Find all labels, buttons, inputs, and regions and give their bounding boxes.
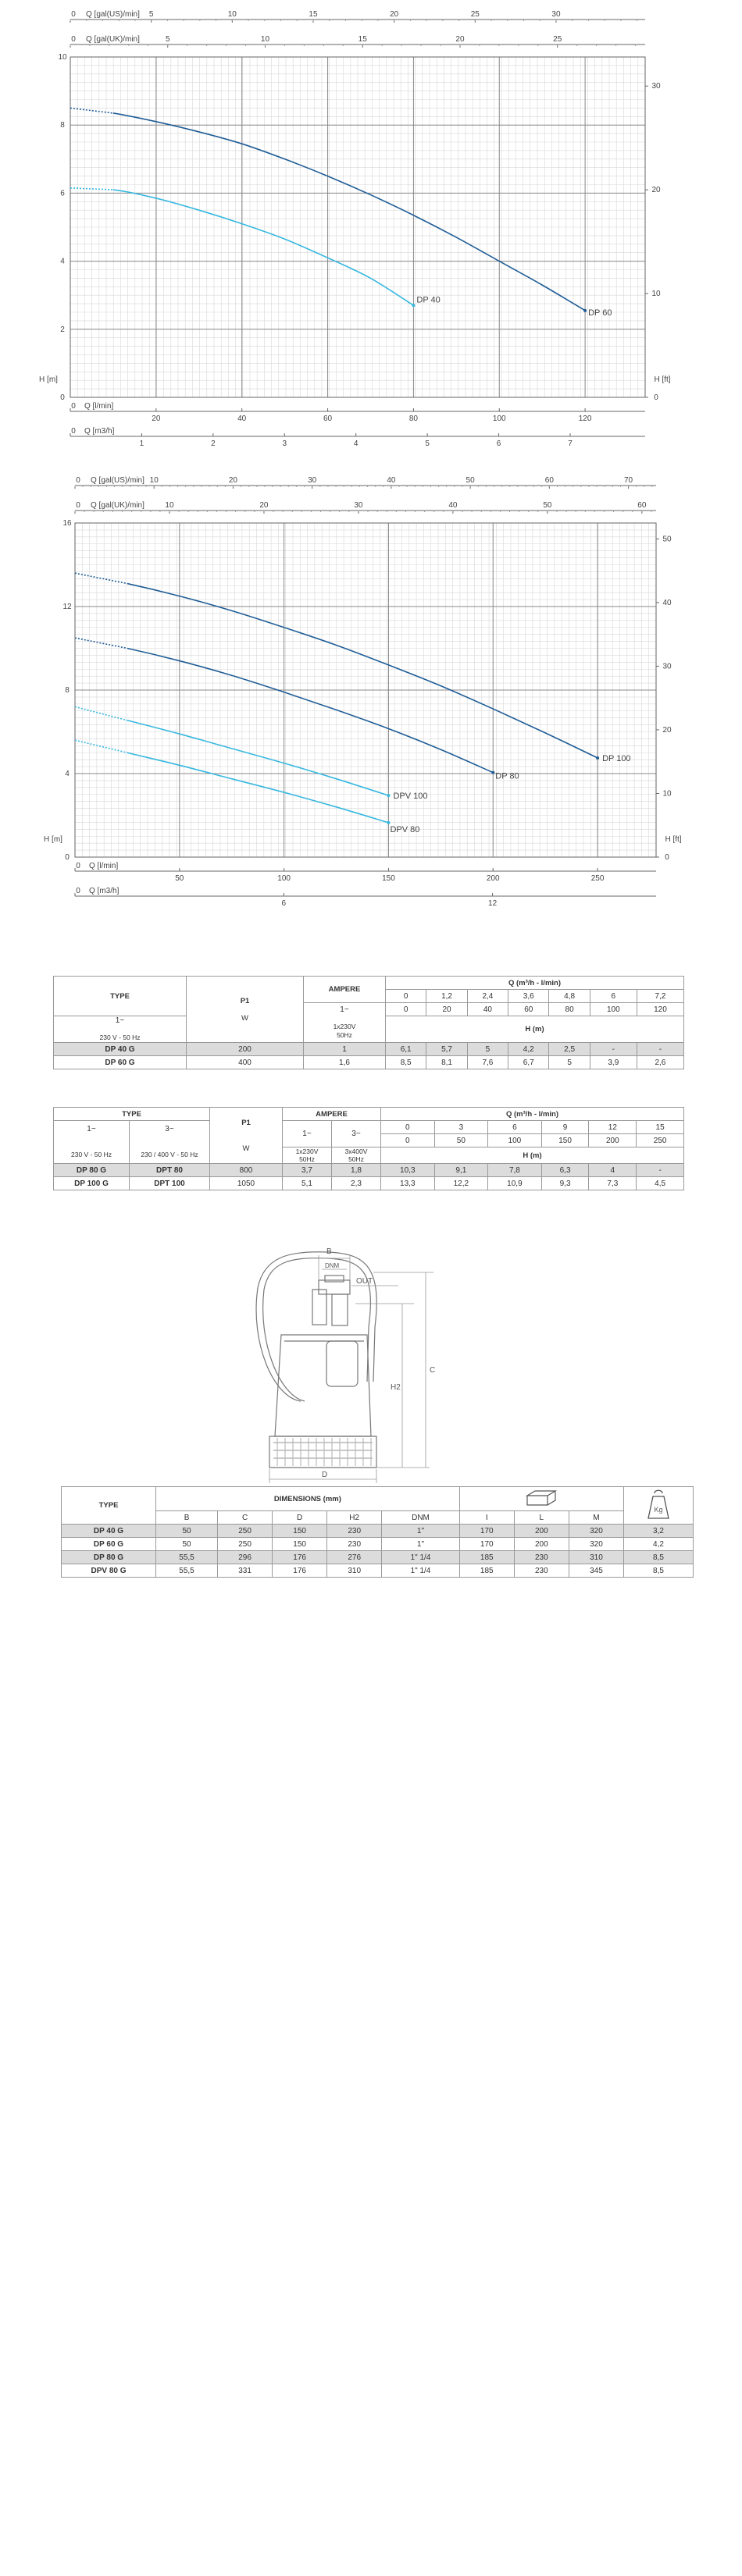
dimension-cell: 55,5 xyxy=(156,1564,218,1578)
float-switch xyxy=(326,1341,358,1386)
series-label: DP 100 xyxy=(602,753,631,763)
top-axis-tick-label: 5 xyxy=(165,35,170,44)
amp-phase: 1~ 1x230V 50Hz xyxy=(304,1003,386,1043)
q-lmin-cell: 60 xyxy=(508,1003,549,1016)
q-lmin-cell: 0 xyxy=(386,1003,426,1016)
y-right-tick-label: 30 xyxy=(662,662,672,671)
y-right-tick-label: 0 xyxy=(665,853,669,862)
type-header: TYPE xyxy=(54,1108,210,1121)
top-axis-tick-label: 30 xyxy=(354,501,363,510)
y-tick-label: 4 xyxy=(65,770,70,778)
q-lmin-cell: 80 xyxy=(549,1003,590,1016)
type-header: TYPE xyxy=(62,1487,156,1525)
table-row xyxy=(62,1525,694,1538)
ampere1-cell: 3,7 xyxy=(283,1164,332,1177)
head-cell: 9,1 xyxy=(434,1164,488,1177)
bottom-axis-tick-label: 0 xyxy=(76,862,80,870)
q-lmin-cell: 20 xyxy=(426,1003,467,1016)
y-right-axis-label: H [ft] xyxy=(654,375,671,384)
top-axis-tick-label: 30 xyxy=(551,10,561,19)
dimension-cell: 8,5 xyxy=(624,1564,694,1578)
dimension-cell: 8,5 xyxy=(624,1551,694,1564)
plot-grid xyxy=(70,57,645,397)
top-axis-tick-label: 70 xyxy=(624,476,633,485)
top-axis-tick-label: 40 xyxy=(448,501,458,510)
top-axis-label: Q [gal(UK)/min] xyxy=(91,501,144,510)
p1-cell: 200 xyxy=(187,1043,304,1056)
y-tick-label: 0 xyxy=(65,853,70,862)
y-tick-label: 16 xyxy=(62,519,72,528)
y-tick-label: 8 xyxy=(60,121,65,130)
top-axis-tick-label: 0 xyxy=(76,476,80,485)
y-tick-label: 0 xyxy=(60,393,65,402)
type-cell: DP 40 G xyxy=(62,1525,156,1538)
y-axis-label: H [m] xyxy=(39,375,58,384)
bottom-axis-tick-label: 5 xyxy=(425,439,430,448)
y-right-tick-label: 50 xyxy=(662,535,672,544)
cable-inner xyxy=(263,1258,371,1401)
bottom-axis-tick-label: 0 xyxy=(76,887,80,895)
voltage1-cell: 1~ 230 V - 50 Hz xyxy=(54,1121,130,1164)
dim-c: C xyxy=(430,1366,436,1375)
top-axis-tick-label: 10 xyxy=(227,10,237,19)
q-lmin-cell: 50 xyxy=(434,1134,488,1147)
bottom-axis-tick-label: 0 xyxy=(71,427,76,436)
dimension-cell: 345 xyxy=(569,1564,623,1578)
bottom-axis-tick-label: 1 xyxy=(139,439,144,448)
series-line-dotted xyxy=(75,573,127,583)
series-line-dotted xyxy=(75,638,127,648)
y-right-tick-label: 40 xyxy=(662,598,672,607)
performance-table-dp40-dp60 xyxy=(53,976,684,1069)
top-axis-tick-label: 0 xyxy=(71,10,76,19)
top-axis-tick-label: 25 xyxy=(470,10,480,19)
dimension-col-header: DNM xyxy=(382,1511,460,1525)
head-cell: 2,6 xyxy=(637,1056,683,1069)
bottom-axis-tick-label: 50 xyxy=(175,874,184,883)
dim-d: D xyxy=(322,1471,328,1479)
y-right-axis-label: H [ft] xyxy=(665,835,682,844)
q-m3h-cell: 6 xyxy=(590,990,637,1003)
type1-cell: DP 100 G xyxy=(54,1177,130,1190)
top-axis-tick-label: 20 xyxy=(259,501,269,510)
amp1-sub: 1x230V 50Hz xyxy=(283,1147,332,1164)
type-cell: DP 60 G xyxy=(54,1056,187,1069)
top-axis-tick-label: 0 xyxy=(71,35,76,44)
head-cell: 12,2 xyxy=(434,1177,488,1190)
series-label: DP 40 xyxy=(416,295,441,305)
dimension-cell: 250 xyxy=(218,1525,273,1538)
q-lmin-cell: 150 xyxy=(541,1134,589,1147)
series-line-dotted xyxy=(75,740,127,753)
head-cell: 5,7 xyxy=(426,1043,467,1056)
q-m3h-cell: 0 xyxy=(381,1121,435,1134)
performance-table-dp80-dp100 xyxy=(53,1107,684,1190)
table-row xyxy=(62,1564,694,1578)
q-header: Q (m³/h - l/min) xyxy=(386,977,684,990)
table-row xyxy=(54,1043,684,1056)
top-axis-tick-label: 50 xyxy=(466,476,475,485)
voltage-cell: 1~ 230 V - 50 Hz xyxy=(54,1016,187,1043)
bottom-axis-tick-label: 20 xyxy=(152,415,161,423)
head-cell: - xyxy=(637,1164,684,1177)
voltage3-cell: 3~ 230 / 400 V - 50 Hz xyxy=(130,1121,210,1164)
dimension-cell: 310 xyxy=(327,1564,382,1578)
bottom-axis-tick-label: 12 xyxy=(488,899,498,908)
y-axis-label: H [m] xyxy=(44,835,62,844)
dim-dnm: DNM xyxy=(325,1262,340,1269)
q-m3h-cell: 9 xyxy=(541,1121,589,1134)
head-cell: 7,8 xyxy=(488,1164,542,1177)
dimension-cell: 1" xyxy=(382,1538,460,1551)
table-row xyxy=(62,1551,694,1564)
head-cell: 6,7 xyxy=(508,1056,549,1069)
top-axis-tick-label: 15 xyxy=(358,35,367,44)
y-right-tick-label: 0 xyxy=(654,393,658,402)
head-cell: 6,1 xyxy=(386,1043,426,1056)
head-cell: 2,5 xyxy=(549,1043,590,1056)
head-cell: 4,5 xyxy=(637,1177,684,1190)
bottom-axis-tick-label: 100 xyxy=(277,874,291,883)
top-axis-tick-label: 10 xyxy=(149,476,159,485)
series-end-point xyxy=(596,756,599,760)
dimension-cell: 1" 1/4 xyxy=(382,1564,460,1578)
top-axis-tick-label: 10 xyxy=(260,35,270,44)
top-axis-tick-label: 10 xyxy=(165,501,174,510)
bottom-axis-tick-label: 150 xyxy=(382,874,395,883)
table-row xyxy=(54,1177,684,1190)
series-line xyxy=(113,190,413,305)
head-cell: 9,3 xyxy=(541,1177,589,1190)
dimension-cell: 185 xyxy=(459,1564,514,1578)
q-header: Q (m³/h - l/min) xyxy=(381,1108,684,1121)
dimension-col-header: H2 xyxy=(327,1511,382,1525)
dim-out: OUT xyxy=(356,1277,373,1286)
weight-icon xyxy=(647,1489,670,1520)
top-axis-tick-label: 30 xyxy=(308,476,317,485)
table-row xyxy=(62,1538,694,1551)
dimension-cell: 170 xyxy=(459,1538,514,1551)
top-axis-tick-label: 5 xyxy=(148,10,154,19)
ampere3-cell: 2,3 xyxy=(332,1177,381,1190)
series-end-point xyxy=(412,304,415,307)
table-row xyxy=(54,1164,684,1177)
head-cell: 10,9 xyxy=(488,1177,542,1190)
q-m3h-cell: 3 xyxy=(434,1121,488,1134)
q-m3h-cell: 0 xyxy=(386,990,426,1003)
type-cell: DP 40 G xyxy=(54,1043,187,1056)
dimension-cell: 250 xyxy=(218,1538,273,1551)
head-cell: 4 xyxy=(589,1164,637,1177)
top-axis-tick-label: 50 xyxy=(543,501,552,510)
dimension-cell: 1" 1/4 xyxy=(382,1551,460,1564)
y-right-tick-label: 20 xyxy=(651,186,661,195)
ampere-cell: 1 xyxy=(304,1043,386,1056)
h-header: H (m) xyxy=(381,1147,684,1164)
q-m3h-cell: 1,2 xyxy=(426,990,467,1003)
dim-b: B xyxy=(326,1247,332,1256)
outlet-pipe xyxy=(319,1280,350,1294)
q-lmin-cell: 250 xyxy=(637,1134,684,1147)
bottom-axis-tick-label: 200 xyxy=(486,874,500,883)
dimension-cell: 176 xyxy=(273,1551,327,1564)
head-cell: 5 xyxy=(549,1056,590,1069)
bottom-axis-tick-label: 4 xyxy=(353,439,359,448)
pump-dimension-drawing xyxy=(227,1241,508,1499)
bottom-axis-tick-label: 60 xyxy=(323,415,333,423)
q-lmin-cell: 100 xyxy=(488,1134,542,1147)
box-icon-cell xyxy=(459,1487,623,1511)
y-tick-label: 10 xyxy=(58,53,67,62)
y-tick-label: 12 xyxy=(62,603,72,611)
y-tick-label: 4 xyxy=(60,257,65,266)
dim-h2: H2 xyxy=(391,1383,401,1392)
q-m3h-cell: 12 xyxy=(589,1121,637,1134)
head-cell: - xyxy=(590,1043,637,1056)
top-axis-tick-label: 0 xyxy=(76,501,80,510)
q-m3h-cell: 3,6 xyxy=(508,990,549,1003)
type-cell: DPV 80 G xyxy=(62,1564,156,1578)
dimension-cell: 50 xyxy=(156,1538,218,1551)
top-axis-tick-label: 40 xyxy=(387,476,396,485)
top-axis-tick-label: 60 xyxy=(637,501,647,510)
dimension-cell: 4,2 xyxy=(624,1538,694,1551)
top-axis-tick-label: 20 xyxy=(390,10,399,19)
type3-cell: DPT 80 xyxy=(130,1164,210,1177)
dimension-cell: 320 xyxy=(569,1525,623,1538)
dimension-cell: 150 xyxy=(273,1538,327,1551)
top-axis-label: Q [gal(UK)/min] xyxy=(86,35,140,44)
series-end-point xyxy=(387,794,390,797)
p1-cell: 400 xyxy=(187,1056,304,1069)
top-axis-tick-label: 15 xyxy=(309,10,318,19)
y-tick-label: 6 xyxy=(60,189,65,198)
dimension-cell: 200 xyxy=(514,1525,569,1538)
dimension-cell: 185 xyxy=(459,1551,514,1564)
head-cell: 8,1 xyxy=(426,1056,467,1069)
series-label: DP 60 xyxy=(588,308,612,318)
head-cell: - xyxy=(637,1043,683,1056)
head-cell: 6,3 xyxy=(541,1164,589,1177)
dimension-cell: 320 xyxy=(569,1538,623,1551)
dimension-cell: 170 xyxy=(459,1525,514,1538)
type-header: TYPE xyxy=(54,977,187,1016)
q-lmin-cell: 0 xyxy=(381,1134,435,1147)
type-cell: DP 60 G xyxy=(62,1538,156,1551)
series-line xyxy=(113,113,585,311)
head-cell: 4,2 xyxy=(508,1043,549,1056)
series-end-point xyxy=(491,771,494,774)
bottom-axis-tick-label: 80 xyxy=(408,415,418,423)
dimension-cell: 230 xyxy=(327,1525,382,1538)
head-cell: 10,3 xyxy=(381,1164,435,1177)
series-end-point xyxy=(583,309,587,312)
p1-header: P1 W xyxy=(187,977,304,1043)
dimension-cell: 200 xyxy=(514,1538,569,1551)
top-axis-tick-label: 60 xyxy=(544,476,554,485)
performance-chart-dp80-dp100 xyxy=(0,468,742,952)
head-cell: 13,3 xyxy=(381,1177,435,1190)
type-cell: DP 80 G xyxy=(62,1551,156,1564)
dimension-cell: 230 xyxy=(514,1551,569,1564)
dimension-cell: 55,5 xyxy=(156,1551,218,1564)
ampere3-cell: 1,8 xyxy=(332,1164,381,1177)
handle xyxy=(312,1290,326,1325)
cable-outline xyxy=(256,1252,376,1401)
q-lmin-cell: 40 xyxy=(467,1003,508,1016)
dimension-col-header: C xyxy=(218,1511,273,1525)
head-cell: 5 xyxy=(467,1043,508,1056)
performance-chart-dp40-dp60 xyxy=(0,0,742,457)
q-lmin-cell: 100 xyxy=(590,1003,637,1016)
q-m3h-cell: 7,2 xyxy=(637,990,683,1003)
bottom-axis-tick-label: 0 xyxy=(71,402,76,411)
amp3-label: 3~ xyxy=(332,1121,381,1147)
bottom-axis-tick-label: 120 xyxy=(578,415,592,423)
bottom-axis-label: Q [m3/h] xyxy=(84,427,115,436)
bottom-axis-tick-label: 2 xyxy=(211,439,216,448)
ampere-header: AMPERE xyxy=(283,1108,381,1121)
dimension-col-header: L xyxy=(514,1511,569,1525)
dimension-cell: 176 xyxy=(273,1564,327,1578)
bottom-axis-tick-label: 7 xyxy=(568,439,573,448)
y-tick-label: 8 xyxy=(65,686,70,695)
q-m3h-cell: 4,8 xyxy=(549,990,590,1003)
y-right-tick-label: 10 xyxy=(662,789,672,799)
dimension-col-header: M xyxy=(569,1511,623,1525)
motor-body xyxy=(275,1335,371,1436)
dimension-cell: 50 xyxy=(156,1525,218,1538)
q-m3h-cell: 6 xyxy=(488,1121,542,1134)
p1-cell: 800 xyxy=(210,1164,283,1177)
y-right-tick-label: 30 xyxy=(651,82,661,91)
q-m3h-cell: 15 xyxy=(637,1121,684,1134)
dimension-col-header: D xyxy=(273,1511,327,1525)
q-lmin-cell: 120 xyxy=(637,1003,683,1016)
head-cell: 8,5 xyxy=(386,1056,426,1069)
bottom-axis-tick-label: 3 xyxy=(282,439,287,448)
bottom-axis-tick-label: 100 xyxy=(492,415,506,423)
dimension-cell: 331 xyxy=(218,1564,273,1578)
h-header: H (m) xyxy=(386,1016,684,1043)
head-cell: 7,3 xyxy=(589,1177,637,1190)
q-lmin-cell: 200 xyxy=(589,1134,637,1147)
q-m3h-cell: 2,4 xyxy=(467,990,508,1003)
ampere-header: AMPERE xyxy=(304,977,386,1003)
amp1-label: 1~ xyxy=(283,1121,332,1147)
dimension-cell: 230 xyxy=(327,1538,382,1551)
top-axis-tick-label: 20 xyxy=(455,35,465,44)
dimension-cell: 1" xyxy=(382,1525,460,1538)
y-tick-label: 2 xyxy=(60,325,65,334)
dimension-col-header: B xyxy=(156,1511,218,1525)
series-label: DP 80 xyxy=(495,771,519,781)
ampere1-cell: 5,1 xyxy=(283,1177,332,1190)
dimension-cell: 3,2 xyxy=(624,1525,694,1538)
box-icon xyxy=(523,1488,560,1508)
top-axis-label: Q [gal(US)/min] xyxy=(86,10,140,19)
bottom-axis-label: Q [m3/h] xyxy=(89,887,120,895)
dimensions-table xyxy=(61,1486,694,1578)
dimension-cell: 296 xyxy=(218,1551,273,1564)
dimension-cell: 276 xyxy=(327,1551,382,1564)
dimension-cell: 310 xyxy=(569,1551,623,1564)
kg-label: Kg xyxy=(654,1506,663,1514)
plot-grid xyxy=(75,523,656,857)
y-right-tick-label: 20 xyxy=(662,725,672,735)
dimension-cell: 230 xyxy=(514,1564,569,1578)
bottom-axis-tick-label: 250 xyxy=(590,874,605,883)
bottom-axis-tick-label: 6 xyxy=(281,899,287,908)
series-label: DPV 100 xyxy=(393,792,428,802)
type3-cell: DPT 100 xyxy=(130,1177,210,1190)
dimension-col-header: I xyxy=(459,1511,514,1525)
series-label: DPV 80 xyxy=(390,824,420,834)
bottom-axis-tick-label: 6 xyxy=(496,439,501,448)
amp3-sub: 3x400V 50Hz xyxy=(332,1147,381,1164)
series-end-point xyxy=(387,821,390,824)
weight-cell xyxy=(624,1487,694,1525)
dimensions-header: DIMENSIONS (mm) xyxy=(156,1487,460,1511)
head-cell: 3,9 xyxy=(590,1056,637,1069)
top-axis-tick-label: 20 xyxy=(228,476,238,485)
p1-header: P1 W xyxy=(210,1108,283,1164)
y-right-tick-label: 10 xyxy=(651,290,661,299)
head-cell: 7,6 xyxy=(467,1056,508,1069)
ampere-cell: 1,6 xyxy=(304,1056,386,1069)
table-row xyxy=(54,1056,684,1069)
top-axis-tick-label: 25 xyxy=(553,35,562,44)
dimension-cell: 150 xyxy=(273,1525,327,1538)
bottom-axis-label: Q [l/min] xyxy=(84,402,114,411)
series-line-dotted xyxy=(75,706,127,720)
bottom-axis-tick-label: 40 xyxy=(237,415,247,423)
top-axis-label: Q [gal(US)/min] xyxy=(91,476,144,485)
bottom-axis-label: Q [l/min] xyxy=(89,862,119,870)
p1-cell: 1050 xyxy=(210,1177,283,1190)
type1-cell: DP 80 G xyxy=(54,1164,130,1177)
